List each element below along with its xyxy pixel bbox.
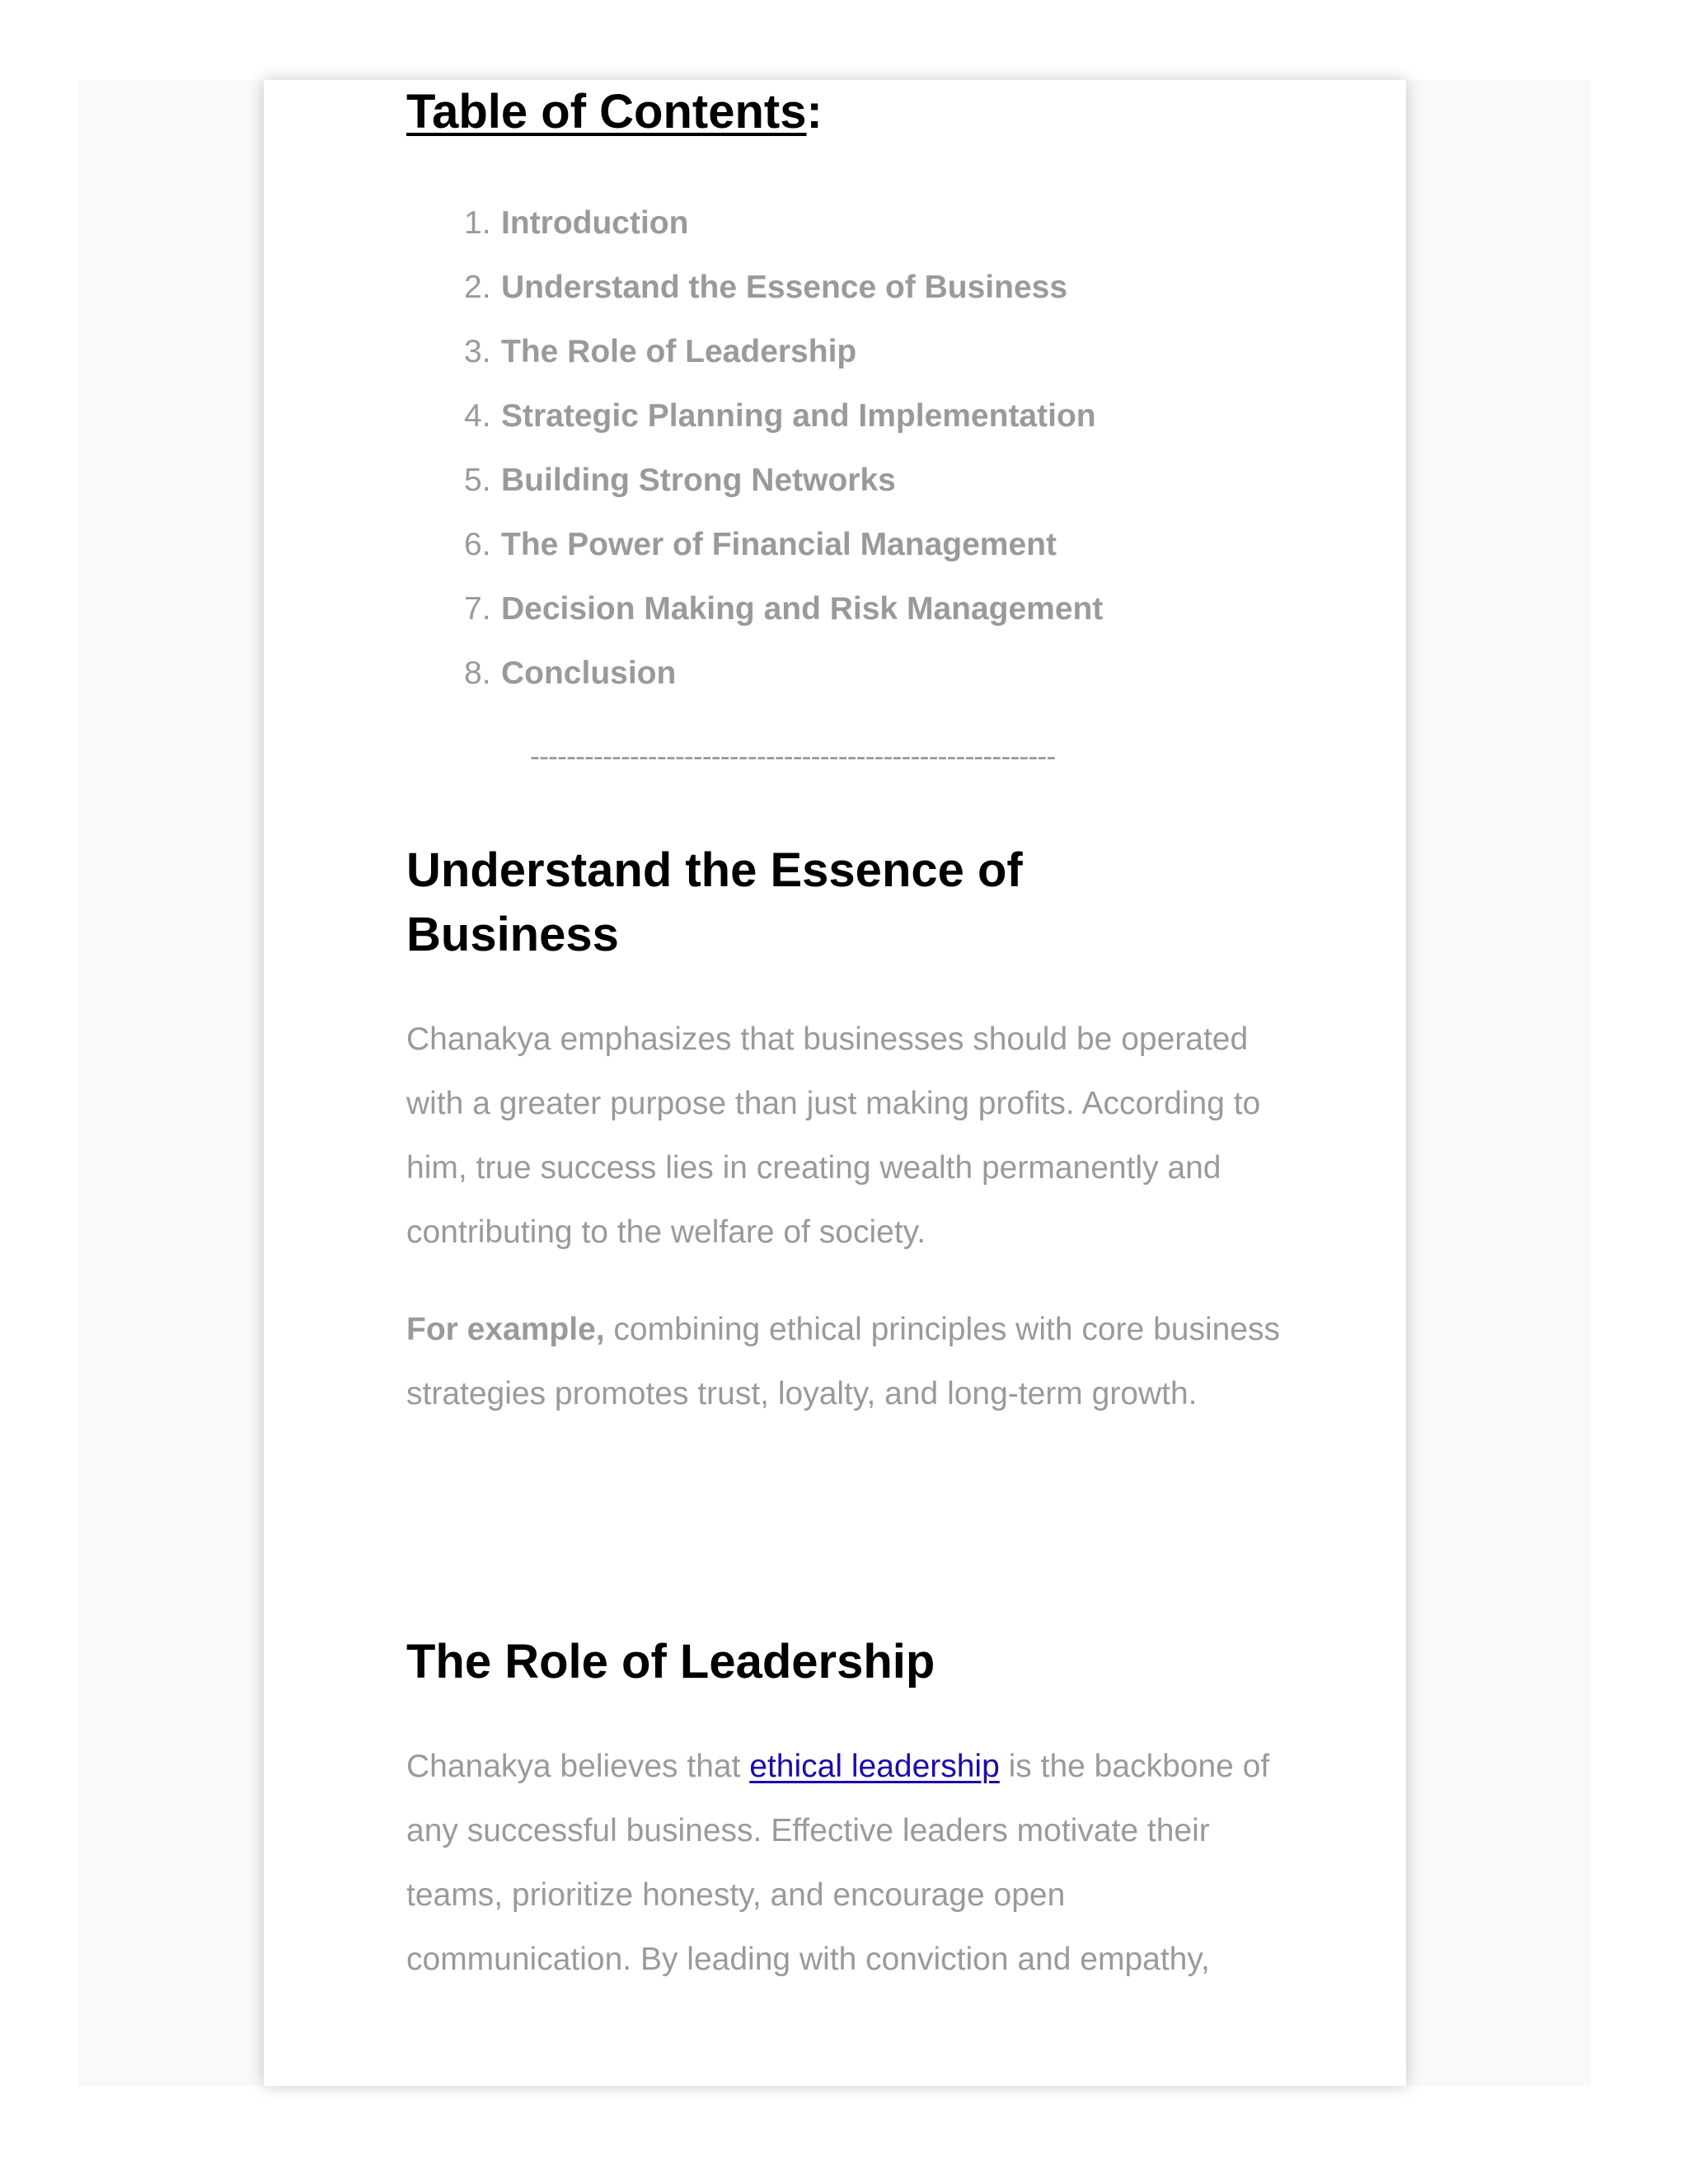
toc-item-number: 7.	[464, 591, 491, 627]
toc-item-number: 3.	[464, 334, 491, 369]
example-paragraph	[406, 1298, 1280, 1426]
toc-item	[464, 513, 1103, 577]
toc-item-number: 1.	[464, 205, 491, 241]
toc-item	[464, 641, 1103, 706]
toc-list	[464, 191, 1103, 706]
toc-item-label: Building Strong Networks	[501, 463, 896, 498]
toc-item-number: 6.	[464, 527, 491, 562]
toc-item	[464, 384, 1103, 449]
toc-item	[464, 449, 1103, 513]
toc-item	[464, 191, 1103, 256]
toc-item	[464, 256, 1103, 320]
section-divider: ----------------------------------------------------------	[530, 739, 1056, 773]
example-label: For example,	[406, 1312, 605, 1347]
document-page	[264, 80, 1406, 2086]
toc-item-label: Decision Making and Risk Management	[501, 591, 1104, 627]
toc-item-number: 8.	[464, 655, 491, 691]
toc-item-label: The Power of Financial Management	[501, 527, 1057, 562]
section-heading-leadership: The Role of Leadership	[406, 1635, 935, 1688]
ethical-leadership-link[interactable]: ethical leadership	[749, 1749, 1000, 1784]
leadership-paragraph	[406, 1735, 1280, 1992]
toc-item-label: Strategic Planning and Implementation	[501, 398, 1096, 434]
toc-item-label: Understand the Essence of Business	[501, 270, 1068, 305]
toc-item-label: Introduction	[501, 205, 689, 241]
toc-item-label: The Role of Leadership	[501, 334, 857, 369]
toc-item-number: 4.	[464, 398, 491, 434]
leadership-text-before: Chanakya believes that	[406, 1749, 750, 1784]
essence-paragraph: Chanakya emphasizes that businesses should be operated with a greater purpose than just making profits. According to him, true success lies in creating wealth permanently and contributing to the welfare of society.	[406, 1022, 1261, 1250]
toc-title-colon: :	[806, 85, 823, 139]
toc-item-number: 2.	[464, 270, 491, 305]
toc-item-label: Conclusion	[501, 655, 677, 691]
toc-item	[464, 320, 1103, 384]
example-text: combining ethical principles with core business strategies promotes trust, loyalty, and long-term growth.	[406, 1312, 1280, 1411]
section-heading-essence: Understand the Essence of Business	[406, 843, 1023, 961]
toc-title-text: Table of Contents	[406, 85, 807, 139]
leadership-text-after: is the backbone of any successful business. Effective leaders motivate their teams, prioritize honesty, and encourage open communication. By leading with conviction and empathy,	[406, 1749, 1270, 1977]
toc-title	[406, 80, 823, 144]
toc-item	[464, 577, 1103, 641]
toc-item-number: 5.	[464, 463, 491, 498]
